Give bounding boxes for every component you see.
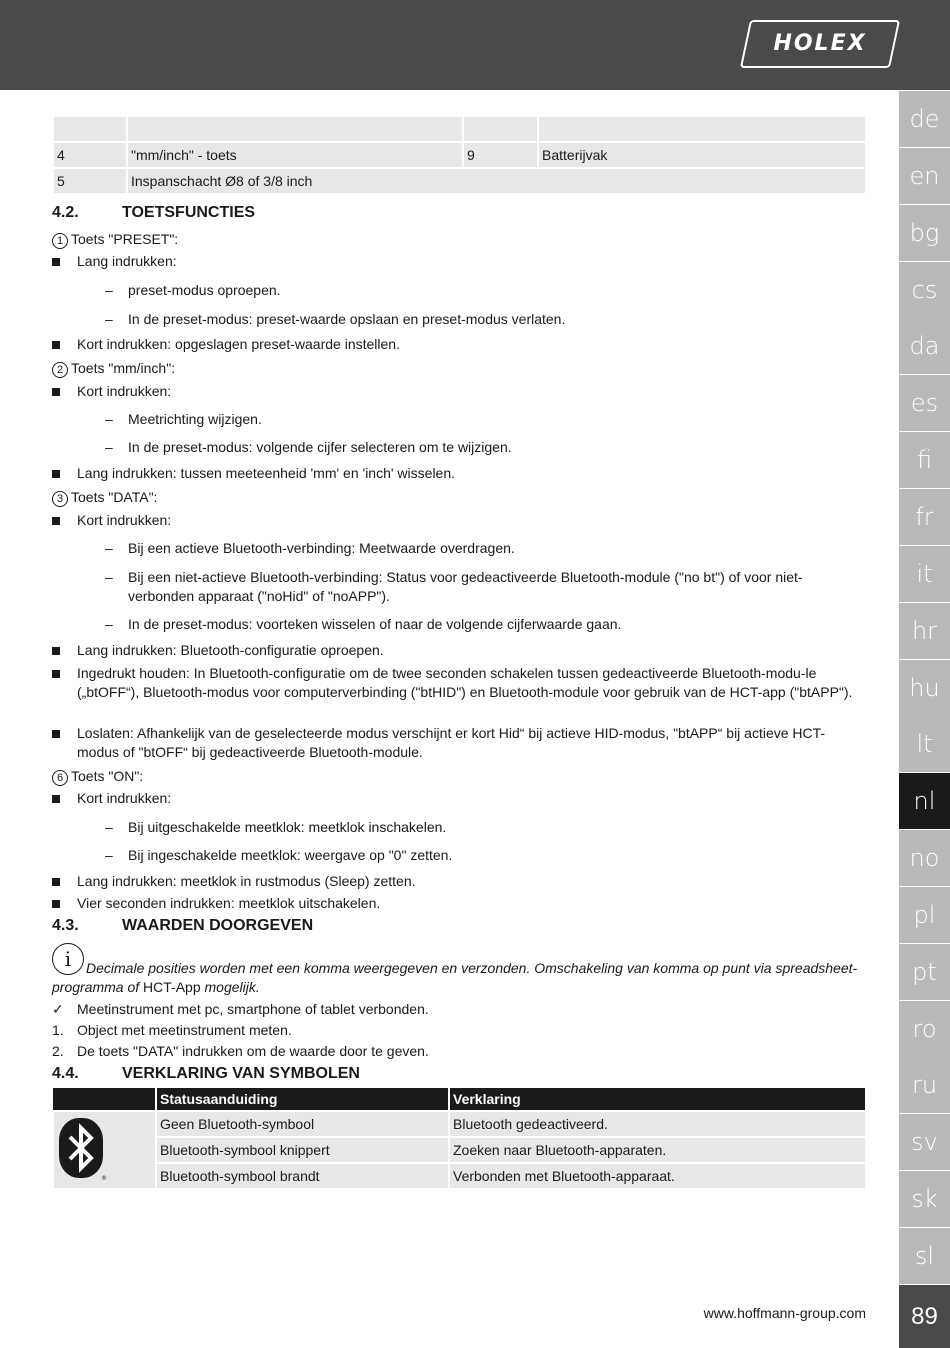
info-text-part: HCT-App <box>143 979 201 995</box>
key-label <box>52 767 143 786</box>
precondition: Meetinstrument met pc, smartphone of tablet verbonden. <box>77 1001 429 1017</box>
table-header: Statusaanduiding <box>156 1088 449 1111</box>
language-tab-sk[interactable]: sk <box>899 1171 950 1227</box>
language-tab-lt[interactable]: lt <box>899 716 950 772</box>
list-item: Lang indrukken: tussen meeteenheid 'mm' en 'inch' wisselen. <box>77 465 456 481</box>
holex-logo <box>740 20 900 68</box>
language-tab-hr[interactable]: hr <box>899 603 950 659</box>
svg-text:®: ® <box>101 1174 107 1182</box>
info-text-part: mogelijk. <box>204 979 260 995</box>
table-cell <box>127 116 463 142</box>
parts-table <box>52 115 867 195</box>
table-cell: 5 <box>53 168 127 194</box>
table-cell: Geen Bluetooth-symbool <box>156 1111 449 1137</box>
language-tab-da[interactable]: da <box>899 318 950 374</box>
language-tab-en[interactable]: en <box>899 148 950 204</box>
info-text-continued <box>52 978 260 997</box>
list-item: – Bij uitgeschakelde meetklok: meetklok inschakelen. <box>128 818 446 837</box>
key-label <box>52 488 157 507</box>
key-marker: 2 <box>52 362 68 378</box>
list-item: Kort indrukken: <box>77 790 172 806</box>
table-cell: 4 <box>53 142 127 168</box>
list-item: Lang indrukken: meetklok in rustmodus (Sleep) zetten. <box>77 873 416 889</box>
table-cell <box>53 116 127 142</box>
section-heading <box>52 1065 360 1083</box>
check-icon: ✓ <box>52 1001 64 1017</box>
section-heading <box>52 917 313 935</box>
language-tab-fr[interactable]: fr <box>899 489 950 545</box>
list-item: – In de preset-modus: voorteken wisselen of naar de volgende cijferwaarde gaan. <box>128 615 621 634</box>
list-item: – Bij een actieve Bluetooth-verbinding: Meetwaarde overdragen. <box>128 539 515 558</box>
list-item: Loslaten: Afhankelijk van de geselecteerde modus verschijnt er kort Hid“ bij actieve HID-modus, "btAPP“ bij actieve HCT-modus of "btOFF“ bij gedeactiveerde Bluetooth-module. <box>77 724 867 762</box>
list-item: – In de preset-modus: preset-waarde opslaan en preset-modus verlaten. <box>128 310 565 329</box>
section-title: TOETSFUNCTIES <box>122 204 256 221</box>
header-bar <box>0 0 950 90</box>
step-text: De toets "DATA" indrukken om de waarde door te geven. <box>77 1043 429 1059</box>
language-tab-es[interactable]: es <box>899 375 950 431</box>
table-row <box>53 116 866 142</box>
table-cell: 9 <box>463 142 538 168</box>
symbols-table <box>52 1088 867 1190</box>
list-item: – In de preset-modus: volgende cijfer selecteren om te wijzigen. <box>128 438 512 457</box>
table-row <box>53 1163 866 1189</box>
table-row <box>53 168 866 194</box>
key-marker: 1 <box>52 233 68 249</box>
table-row <box>53 142 866 168</box>
key-label <box>52 230 178 249</box>
language-tab-fi[interactable]: fi <box>899 432 950 488</box>
list-item: Lang indrukken: <box>77 253 177 269</box>
table-cell: Inspanschacht Ø8 of 3/8 inch <box>127 168 866 194</box>
section-title: VERKLARING VAN SYMBOLEN <box>122 1065 360 1082</box>
key-marker: 6 <box>52 770 68 786</box>
language-tab-ro[interactable]: ro <box>899 1001 950 1057</box>
info-icon: i <box>52 943 84 975</box>
table-cell: Bluetooth-symbool brandt <box>156 1163 449 1189</box>
bluetooth-icon <box>57 1116 109 1182</box>
language-tab-cs[interactable]: cs <box>899 262 950 318</box>
table-header <box>53 1088 156 1111</box>
table-cell: Batterijvak <box>538 142 866 168</box>
step-text: Object met meetinstrument meten. <box>77 1022 292 1038</box>
list-item: Lang indrukken: Bluetooth-configuratie oproepen. <box>77 642 384 658</box>
language-tab-bg[interactable]: bg <box>899 205 950 261</box>
table-row <box>53 1137 866 1163</box>
key-label-text: Toets "DATA": <box>71 489 158 505</box>
logo-text: HOLEX <box>773 31 867 56</box>
table-row <box>53 1111 866 1137</box>
key-label <box>52 359 175 378</box>
language-tab-pl[interactable]: pl <box>899 887 950 943</box>
table-cell: Bluetooth-symbool knippert <box>156 1137 449 1163</box>
key-label-text: Toets "ON": <box>71 768 144 784</box>
info-text-part: programma of <box>52 979 140 995</box>
list-item: Ingedrukt houden: In Bluetooth-configuratie om de twee seconden schakelen tussen gedeactiveerde Bluetooth-modu-le („btOFF“), Bluetooth-modus voor computerverbinding ("btHID") en Bluetooth-module voor gebruik van de HCT-app ("btAPP"). <box>77 664 867 702</box>
info-text: Decimale posities worden met een komma weergegeven en verzonden. Omschakeling van komma op punt via spreadsheet- <box>86 960 858 976</box>
section-title: WAARDEN DOORGEVEN <box>122 917 314 934</box>
table-cell <box>463 116 538 142</box>
footer-url[interactable]: www.hoffmann-group.com <box>703 1305 866 1321</box>
section-number: 4.3. <box>52 917 79 934</box>
list-item: – preset-modus oproepen. <box>128 281 281 300</box>
table-cell <box>538 116 866 142</box>
language-sidebar <box>899 90 950 1348</box>
list-item: Kort indrukken: <box>77 383 172 399</box>
list-item: – Bij ingeschakelde meetklok: weergave op "0" zetten. <box>128 846 452 865</box>
language-tab-sl[interactable]: sl <box>899 1228 950 1284</box>
key-label-text: Toets "PRESET": <box>71 231 179 247</box>
symbol-cell <box>53 1111 156 1189</box>
section-number: 4.4. <box>52 1065 79 1082</box>
table-cell: "mm/inch" - toets <box>127 142 463 168</box>
list-item: Kort indrukken: opgeslagen preset-waarde instellen. <box>77 336 400 352</box>
language-tab-de[interactable]: de <box>899 91 950 147</box>
list-item: – Bij een niet-actieve Bluetooth-verbinding: Status voor gedeactiveerde Bluetooth-module ("no bt") of voor niet-verbonden apparaat ("noHid" of "noAPP"). <box>128 568 863 606</box>
language-tab-sv[interactable]: sv <box>899 1114 950 1170</box>
list-item: Vier seconden indrukken: meetklok uitschakelen. <box>77 895 381 911</box>
table-cell: Verbonden met Bluetooth-apparaat. <box>449 1163 866 1189</box>
list-item: – Meetrichting wijzigen. <box>128 410 262 429</box>
step-number: 2. <box>52 1043 64 1059</box>
table-cell: Zoeken naar Bluetooth-apparaten. <box>449 1137 866 1163</box>
table-header: Verklaring <box>449 1088 866 1111</box>
language-tab-ru[interactable]: ru <box>899 1057 950 1113</box>
language-tab-pt[interactable]: pt <box>899 944 950 1000</box>
list-item: Kort indrukken: <box>77 512 172 528</box>
step-number: 1. <box>52 1022 64 1038</box>
section-number: 4.2. <box>52 204 79 221</box>
table-cell: Bluetooth gedeactiveerd. <box>449 1111 866 1137</box>
table-header-row <box>53 1088 866 1111</box>
section-heading <box>52 204 255 222</box>
language-tab-nl[interactable]: nl <box>899 773 950 829</box>
language-tab-hu[interactable]: hu <box>899 660 950 716</box>
language-tab-it[interactable]: it <box>899 546 950 602</box>
key-label-text: Toets "mm/inch": <box>71 360 176 376</box>
page-number: 89 <box>899 1285 950 1348</box>
key-marker: 3 <box>52 491 68 507</box>
language-tab-no[interactable]: no <box>899 830 950 886</box>
